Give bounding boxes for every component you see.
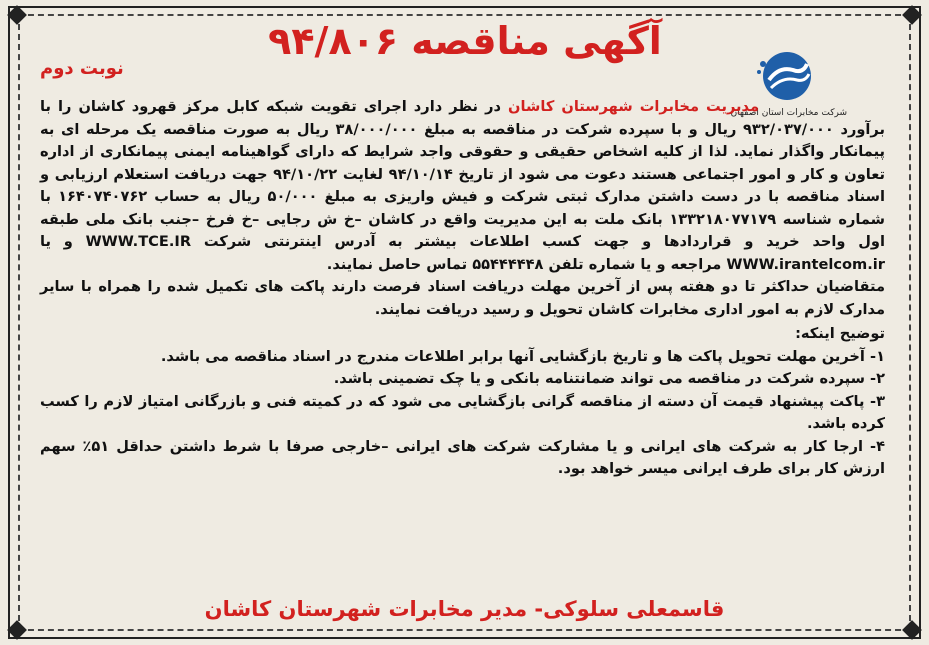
deadline-paragraph: متقاضیان حداکثر تا دو هفته پس از آخرین مهلت دریافت اسناد فرصت دارند پاکت های تکمیل شده را همراه با سایر مدارک لازم به امور اداری مخابرات کاشان تحویل و رسید دریافت نمایند. [40, 278, 885, 318]
note-item: ۳- پاکت پیشنهاد قیمت آن دسته از مناقصه گرانی بازگشایی می شود که در کمیته فنی و بازرگانی امتیاز لازم را کسب کرده باشد. [40, 392, 885, 432]
organization-name: مدیریت مخابرات شهرستان کاشان [508, 98, 759, 115]
note-item: ۲- سپرده شرکت در مناقصه می تواند ضمانتنامه بانکی و یا چک تضمینی باشد. [333, 370, 885, 387]
notice-title: آگهی مناقصه ۹۴/۸۰۶ [268, 19, 662, 63]
intro-paragraph [40, 96, 885, 276]
note-item: ۴- ارجا کار به شرکت های ایرانی و یا مشارکت شرکت های ایرانی –خارجی صرفا با شرط داشتن حداقل ۵۱٪ سهم ارزش کار برای طرف ایرانی میسر خواهد بود. [40, 437, 885, 477]
signature: قاسمعلی سلوکی- مدیر مخابرات شهرستان کاشان [204, 597, 725, 621]
telecom-logo-icon [755, 50, 819, 102]
note-item: ۱- آخرین مهلت تحویل پاکت ها و تاریخ بازگشایی آنها برابر اطلاعات مندرج در اسناد مناقصه می باشد. [160, 347, 885, 365]
notice-body [40, 96, 885, 481]
notes-title: توضیح اینکه: [795, 325, 885, 342]
round-label: نوبت دوم [40, 58, 124, 79]
logo-caption: شرکت مخابرات استان اصفهان [730, 108, 847, 118]
intro-text: در نظر دارد اجرای تقویت شبکه کابل مرکز قهرود کاشان را با برآورد ۹۳۲/۰۳۷/۰۰۰ ریال و با سپرده شرکت در مناقصه به مبلغ ۳۸/۰۰۰/۰۰۰ ریال به صورت مناقصه یک مرحله ای به پیمانکار واگذار نماید. لذا از کلیه اشخاص حقیقی و حقوقی واجد شرایط که دارای گواهینامه ایمنی پیمانکاری از اداره تعاون و کار و امور اجتماعی هستند دعوت می شود از تاریخ ۹۴/۱۰/۱۴ لغایت ۹۴/۱۰/۲۲ جهت دریافت استعلام ارزیابی و اسناد مناقصه با در دست داشتن مدارک ثبتی شرکت و فیش واریزی به مبلغ ۵۰/۰۰۰ ریال به حساب ۱۶۴۰۷۴۰۷۶۲ با شماره شناسه ۱۳۳۲۱۸۰۷۷۱۷۹ بانک ملت به این مدیریت واقع در کاشان –خ ش رجایی –خ فرخ –جنب بانک ملی طبقه اول واحد خرید و قراردادها و جهت کسب اطلاعات بیشتر به آدرس اینترنتی شرکت WWW.TCE.IR و یا WWW.irantelcom.ir مراجعه و یا شماره تلفن ۵۵۴۴۴۴۴۸ تماس حاصل نمایند. [40, 98, 885, 273]
